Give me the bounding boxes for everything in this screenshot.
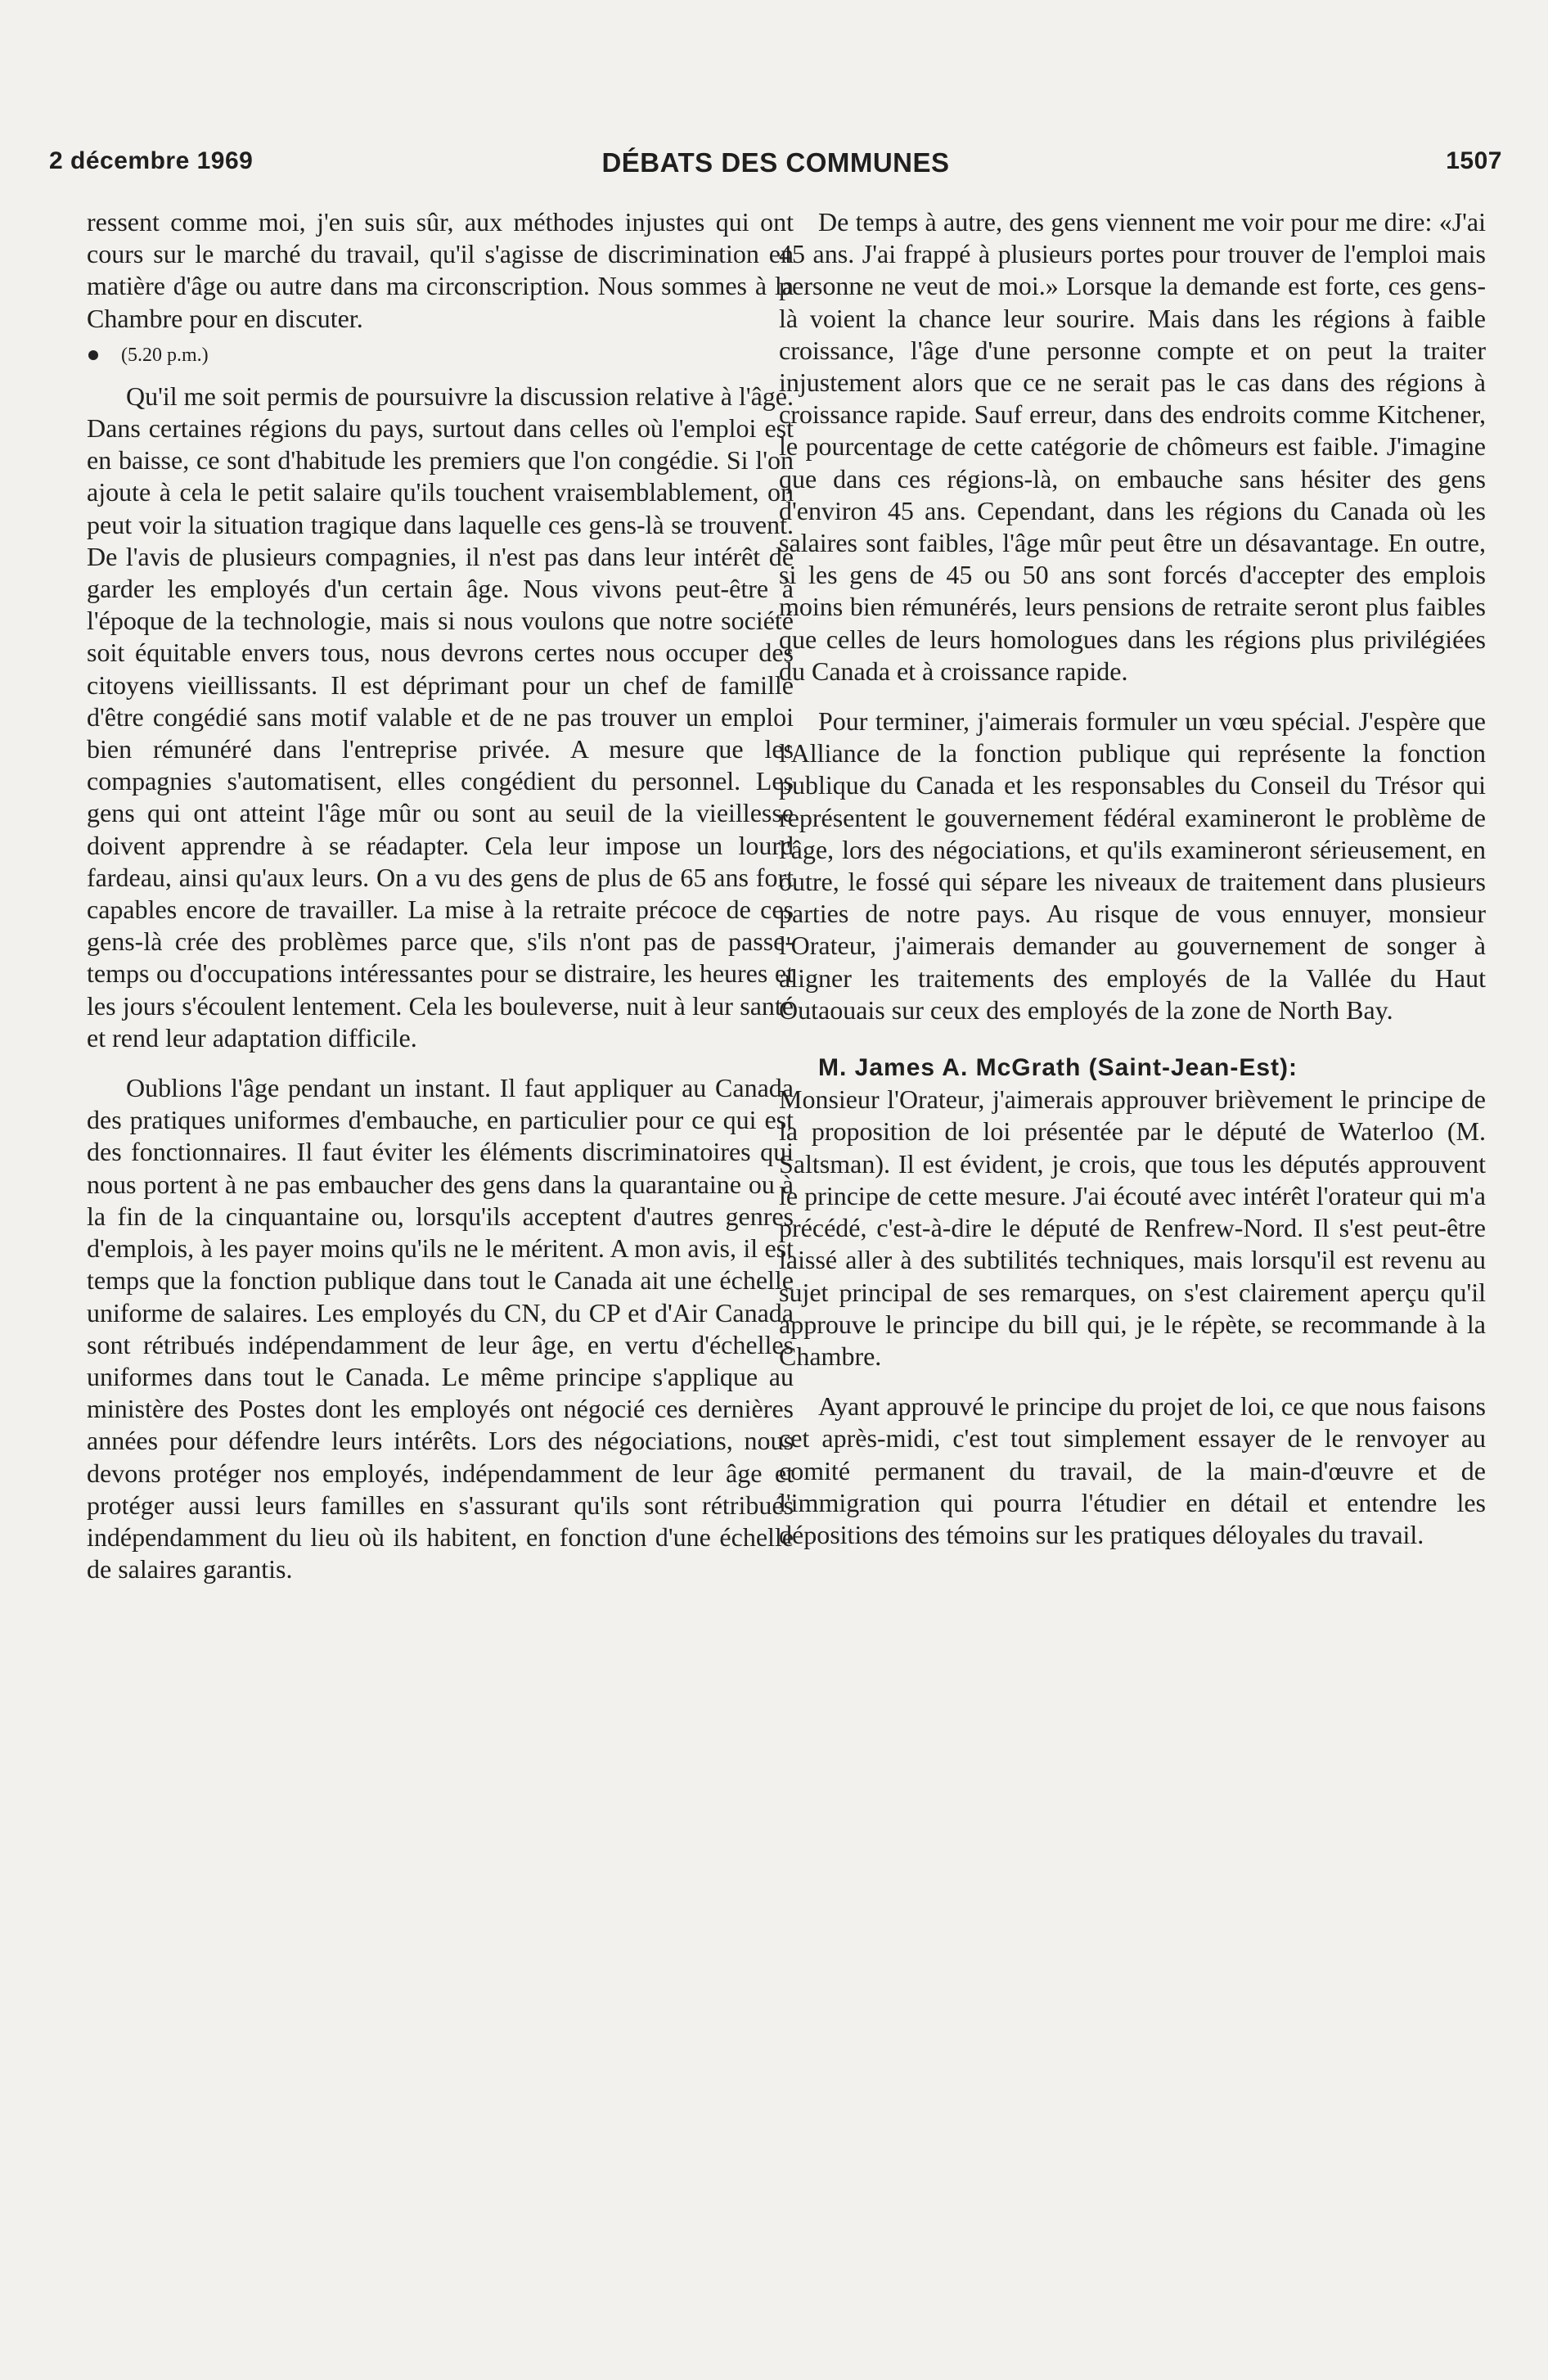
- paragraph-gap: [87, 1054, 794, 1072]
- paragraph: Ayant approuvé le principe du projet de loi, ce que nous faisons cet après-midi, c'est tout simplement essayer de le renvoyer au comité permanent du travail, de la main-d'œuvre et de l'immigration qui pourra l'étudier en détail et entendre les dépositions des témoins sur les pratiques déloyales du travail.: [779, 1391, 1486, 1549]
- paragraph-gap: [779, 687, 1486, 705]
- time-stamp-text: (5.20 p.m.): [121, 344, 209, 366]
- header-date: 2 décembre 1969: [49, 147, 254, 174]
- paragraph: De temps à autre, des gens viennent me voir pour me dire: «J'ai 45 ans. J'ai frappé à plusieurs portes pour trouver de l'emploi mais personne ne veut de moi.» Lorsque la demande est forte, ces gens-là voient la chance leur sourire. Mais dans les régions à faible croissance, l'âge d'une personne compte et on peut la traiter injustement alors que ce ne serait pas le cas dans des régions à croissance rapide. Sauf erreur, dans des endroits comme Kitchener, le pourcentage de cette catégorie de chômeurs est faible. J'imagine que dans ces régions-là, on embauche sans hésiter des gens d'environ 45 ans. Cependant, dans les régions du Canada où les salaires sont faibles, l'âge mûr peut être un désavantage. En outre, si les gens de 45 ou 50 ans sont forcés d'accepter des emplois moins bien rémunérés, leurs pensions de retraite seront plus faibles que celles de leurs homologues dans les régions plus privilégiées du Canada et à croissance rapide.: [779, 207, 1486, 686]
- paragraph: Pour terminer, j'aimerais formuler un vœu spécial. J'espère que l'Alliance de la fonction publique qui représente la fonction publique du Canada et les responsables du Conseil du Trésor qui représentent le gouvernement fédéral examineront le problème de l'âge, lors des négociations, et qu'ils examineront sérieusement, en outre, le fossé qui sépare les niveaux de traitement dans plusieurs parties de notre pays. Au risque de vous ennuyer, monsieur l'Orateur, j'aimerais demander au gouvernement de songer à aligner les traitements des employés de la Vallée du Haut Outaouais sur ceux des employés de la zone de North Bay.: [779, 706, 1486, 1025]
- right-column: [779, 206, 1486, 1551]
- paragraph: Monsieur l'Orateur, j'aimerais approuver brièvement le principe de la proposition de loi présentée par le député de Waterloo (M. Saltsman). Il est évident, je crois, que tous les députés approuvent le principe de cette mesure. J'ai écouté avec intérêt l'orateur qui m'a précédé, c'est-à-dire le député de Renfrew-Nord. Il s'est peut-être laissé aller à des subtilités techniques, mais lorsqu'il est revenu au sujet principal de ses remarques, on s'est clairement aperçu qu'il approuve le principe du bill qui, je le répète, se recommande à la Chambre.: [779, 1084, 1486, 1371]
- paragraph: Qu'il me soit permis de poursuivre la discussion relative à l'âge. Dans certaines régions du pays, surtout dans celles où l'emploi est en baisse, ce sont d'habitude les premiers que l'on congédie. Si l'on ajoute à cela le petit salaire qu'ils touchent vraisemblablement, on peut voir la situation tragique dans laquelle ces gens-là se trouvent. De l'avis de plusieurs compagnies, il n'est pas dans leur intérêt de garder les employés d'un certain âge. Nous vivons peut-être à l'époque de la technologie, mais si nous voulons que notre société soit équitable envers tous, nous devrons certes nous occuper des citoyens vieillissants. Il est déprimant pour un chef de famille d'être congédié sans motif valable et de ne pas trouver un emploi bien rémunéré dans l'entreprise privée. A mesure que les compagnies s'automatisent, elles congédient du personnel. Les gens qui ont atteint l'âge mûr ou sont au seuil de la vieillesse doivent apprendre à se réadapter. Cela leur impose un lourd fardeau, ainsi qu'aux leurs. On a vu des gens de plus de 65 ans fort capables encore de travailler. La mise à la retraite précoce de ces gens-là crée des problèmes parce que, s'ils n'ont pas de passe-temps ou d'occupations intéressantes pour se distraire, les heures et les jours s'écoulent lentement. Cela les bouleverse, nuit à leur santé et rend leur adaptation difficile.: [87, 381, 794, 1053]
- header-title: DÉBATS DES COMMUNES: [601, 147, 950, 178]
- left-column: [87, 206, 794, 1585]
- paragraph-gap: [779, 1026, 1486, 1051]
- paragraph: ressent comme moi, j'en suis sûr, aux méthodes injustes qui ont cours sur le marché du travail, qu'il s'agisse de discrimination en matière d'âge ou autre dans ma circonscription. Nous sommes à la Chambre pour en discuter.: [87, 207, 794, 333]
- speaker-name: M. James A. McGrath (Saint-Jean-Est):: [818, 1054, 1298, 1082]
- bullet-icon: [88, 350, 98, 360]
- page-header: [49, 141, 1502, 182]
- paragraph: Oublions l'âge pendant un instant. Il faut appliquer au Canada des pratiques uniformes d'embauche, en particulier pour ce qui est des fonctionnaires. Il faut éviter les éléments discriminatoires qui nous portent à ne pas embaucher des gens dans la quarantaine ou à la fin de la cinquantaine ou, lorsqu'ils acceptent d'autres genres d'emplois, à les payer moins qu'ils ne le méritent. A mon avis, il est temps que la fonction publique dans tout le Canada ait une échelle uniforme de salaires. Les employés du CN, du CP et d'Air Canada sont rétribués indépendamment de leur âge, en vertu d'échelles uniformes dans tout le Canada. Le même principe s'applique au ministère des Postes dont les employés ont négocié ces dernières années pour défendre leurs intérêts. Lors des négociations, nous devons protéger nos employés, indépendamment de leur âge et protéger aussi leurs familles en s'assurant qu'ils sont rétribués indépendamment du lieu où ils habitent, en fonction d'une échelle de salaires garantis.: [87, 1073, 794, 1584]
- page-number: 1507: [1446, 147, 1502, 174]
- paragraph-gap: [779, 1373, 1486, 1391]
- time-stamp: [87, 343, 794, 367]
- speaker-paragraph: [779, 1051, 1486, 1084]
